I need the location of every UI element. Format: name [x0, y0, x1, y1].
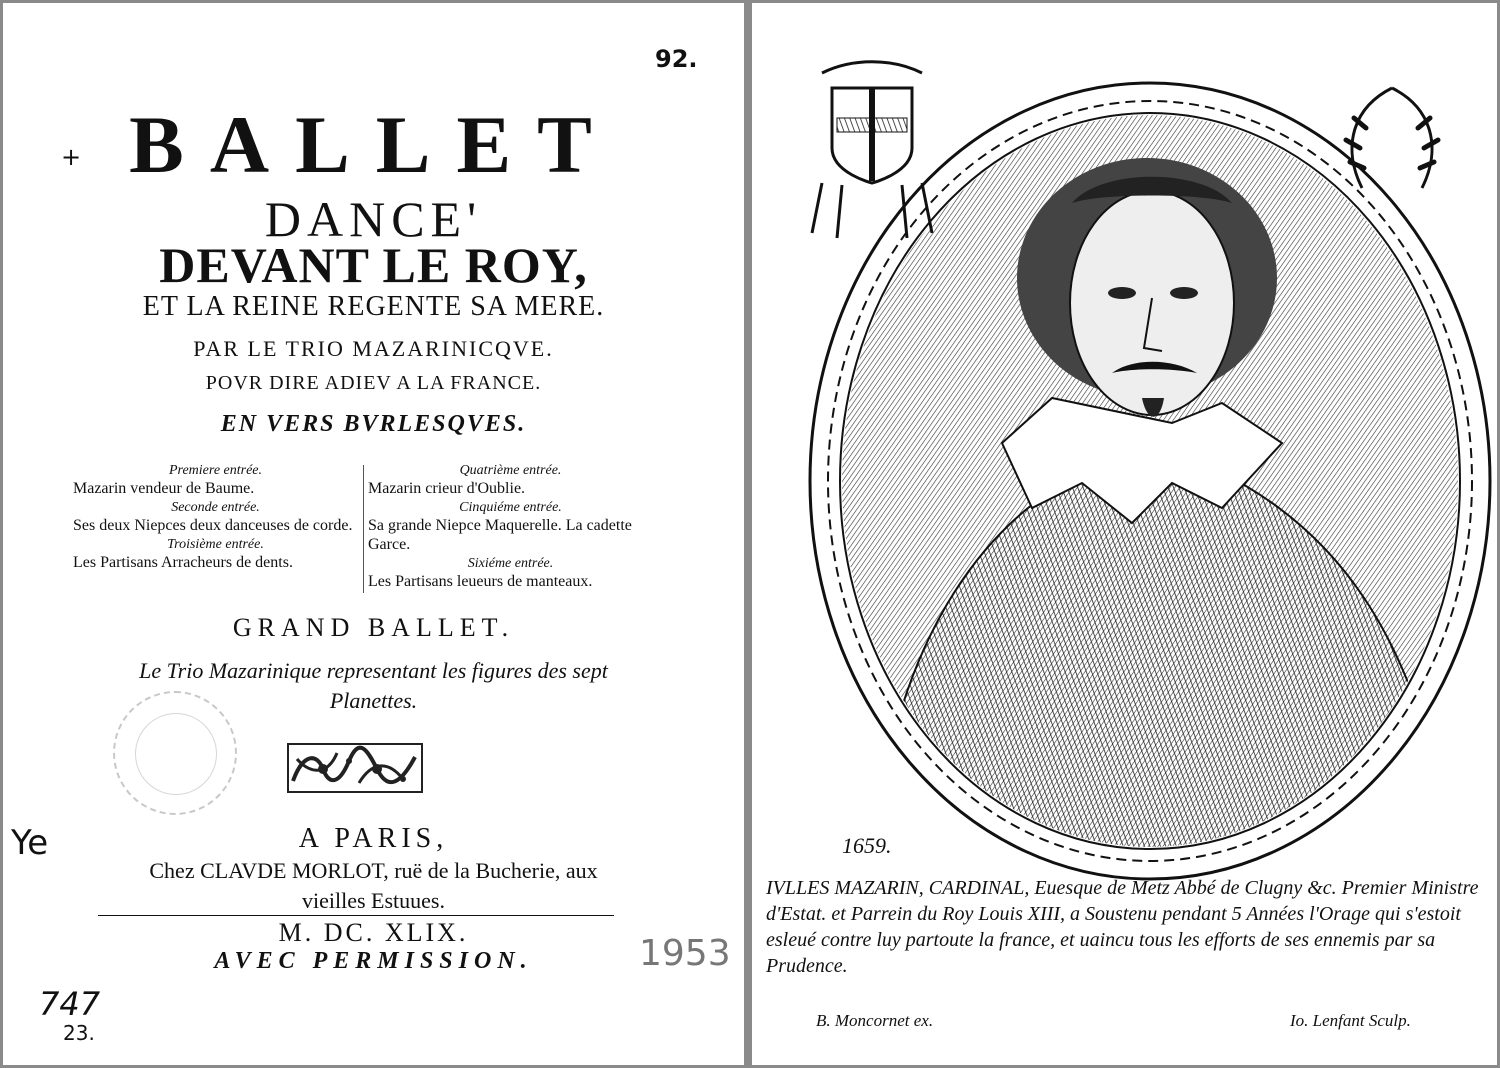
entry-item: [368, 463, 653, 498]
entries-right-column: [368, 461, 653, 591]
subtitle-dance: DANCE': [264, 191, 483, 247]
entry-heading: Cinquiéme entrée.: [459, 500, 562, 515]
entry-text: Mazarin vendeur de Baume.: [73, 480, 255, 497]
entry-text: Mazarin crieur d'Oublie.: [368, 480, 526, 497]
entry-heading: Premiere entrée.: [168, 463, 263, 478]
handwritten-plus: +: [61, 143, 82, 171]
handwritten-number-1953: 1953: [639, 933, 731, 974]
handwritten-number-747: 747: [39, 985, 101, 1023]
entry-text: Les Partisans Arracheurs de dents.: [73, 554, 293, 571]
engraver-credit: Io. Lenfant Sculp.: [1290, 1011, 1411, 1030]
library-stamp: [113, 691, 237, 815]
subtitle-en-vers: EN VERS BVRLESQVES.: [220, 411, 527, 437]
title-ballet: BALLET: [129, 99, 618, 190]
entry-item: [73, 463, 358, 498]
entry-heading: Troisième entrée.: [167, 537, 264, 552]
portrait-caption: IVLLES MAZARIN, CARDINAL, Euesque de Metz Abbé de Clugny &c. Premier Ministre d'Estat. et Parrein du Roy Louis XIII, a Soustenu pendant 5 Années l'Orage qui s'estoit esleué contre luy partoute la france, et uaincu tous les efforts de ses ennemis par sa Prudence.: [766, 877, 1479, 977]
handwritten-number-23: 23.: [63, 1021, 95, 1045]
portrait-page: [752, 3, 1497, 1065]
entry-text: Les Partisans leueurs de manteaux.: [368, 573, 593, 590]
entry-heading: Seconde entrée.: [171, 500, 260, 515]
column-divider: [363, 465, 364, 593]
grand-ballet-heading: GRAND BALLET.: [232, 613, 515, 642]
entry-heading: Quatrième entrée.: [459, 463, 562, 478]
imprint-rule: [98, 915, 614, 916]
trio-representant-text: Le Trio Mazarinique representant les figures des sept Planettes.: [139, 658, 608, 713]
entries-left-column: [73, 461, 358, 572]
imprint-date: M. DC. XLIX.: [278, 918, 469, 947]
subtitle-devant-le-roy: DEVANT LE ROY,: [159, 237, 588, 293]
entry-item: [73, 500, 358, 535]
publisher-credit: B. Moncornet ex.: [816, 1011, 934, 1030]
entry-item: [368, 500, 653, 554]
imprint-printer: Chez CLAVDE MORLOT, ruë de la Bucherie, aux vieilles Estuues.: [149, 858, 598, 913]
imprint-place: A PARIS,: [298, 823, 449, 854]
entry-item: [368, 556, 653, 591]
printer-ornament-icon: [287, 743, 423, 793]
entry-item: [73, 537, 358, 572]
portrait-year: 1659.: [842, 833, 892, 858]
avec-permission: AVEC PERMISSION.: [214, 948, 533, 974]
subtitle-trio: PAR LE TRIO MAZARINICQVE.: [193, 336, 554, 361]
entry-heading: Sixiéme entrée.: [467, 556, 554, 571]
title-page: [3, 3, 744, 1065]
handwritten-shelfmark-ye: Ye: [11, 823, 49, 863]
entry-text: Sa grande Niepce Maquerelle. La cadette Garce.: [368, 517, 632, 553]
subtitle-pour-dire-adieu: POVR DIRE ADIEV A LA FRANCE.: [205, 372, 542, 394]
subtitle-reine: ET LA REINE REGENTE SA MERE.: [142, 291, 605, 322]
handwritten-shelfmark-92: 92.: [655, 45, 698, 73]
entry-text: Ses deux Niepces deux danceuses de corde.: [73, 517, 353, 534]
